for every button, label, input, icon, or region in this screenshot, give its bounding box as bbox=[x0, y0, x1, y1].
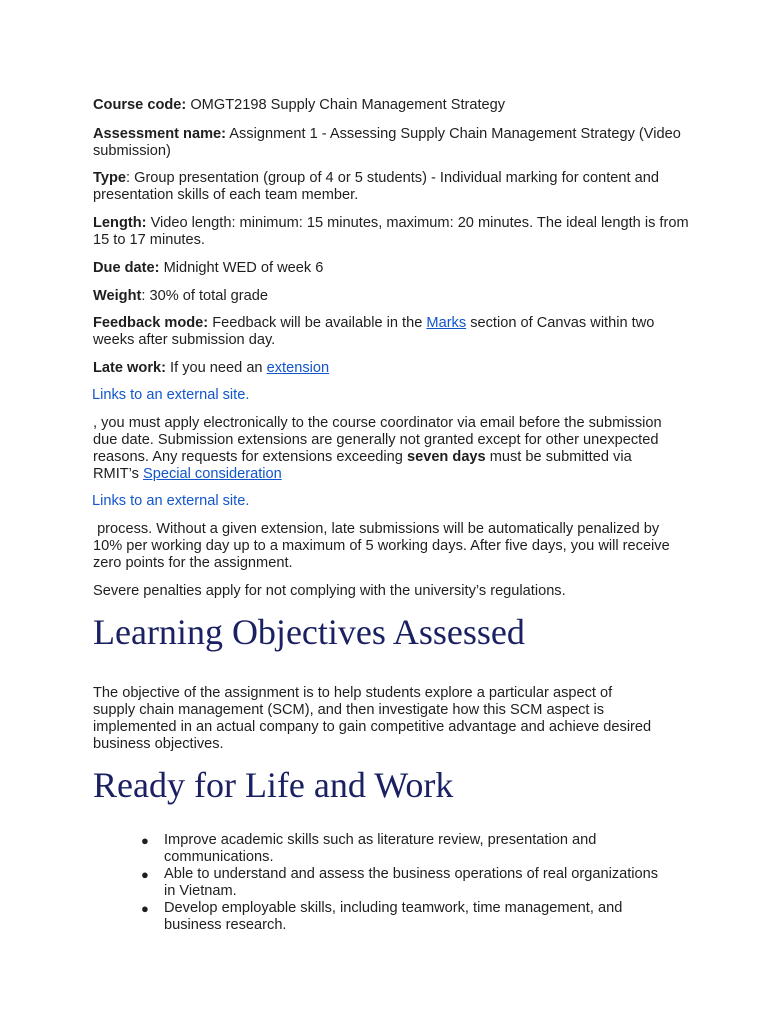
feedback-row bbox=[93, 315, 683, 349]
length-label: Length: bbox=[93, 215, 147, 231]
marks-link[interactable]: Marks bbox=[426, 315, 467, 331]
bullet-dot: ● bbox=[141, 901, 149, 916]
length-value: Video length: minimum: 15 minutes, maximum: 20 minutes. The ideal length is from 15 to 17 minutes. bbox=[93, 215, 689, 248]
type-label: Type bbox=[93, 170, 126, 186]
extension-link[interactable]: extension bbox=[266, 360, 330, 376]
feedback-label: Feedback mode: bbox=[93, 315, 209, 331]
objectives-paragraph: The objective of the assignment is to help students explore a particular aspect of supply chain management (SCM), and then investigate how this SCM aspect is implemented in an actual company to gain competitive advantage and achieve desired business objectives. bbox=[93, 685, 652, 752]
weight-row bbox=[93, 288, 693, 305]
due-date-row bbox=[93, 260, 693, 277]
skills-bullet-list bbox=[93, 832, 673, 934]
weight-value: : 30% of total grade bbox=[141, 288, 268, 304]
feedback-text-before: Feedback will be available in the bbox=[212, 315, 423, 331]
extension-paragraph bbox=[93, 415, 678, 483]
type-row bbox=[93, 170, 683, 204]
process-paragraph bbox=[93, 521, 683, 572]
extension-text-after: must be submitted via RMIT’s bbox=[93, 449, 632, 482]
special-consideration-link[interactable]: Special consideration bbox=[143, 466, 282, 482]
external-site-link-2[interactable]: Links to an external site. bbox=[92, 493, 250, 509]
late-work-text: If you need an bbox=[170, 360, 263, 376]
bullet-item bbox=[93, 900, 673, 934]
late-work-row bbox=[93, 360, 693, 377]
penalties-paragraph: Severe penalties apply for not complying with the university’s regulations. bbox=[93, 583, 566, 599]
process-text: process. Without a given extension, late submissions will be automatically penalized by 10% per working day up to a maximum of 5 working days. After five days, you will receive zero points for the assignment. bbox=[93, 521, 670, 571]
bullet-dot: ● bbox=[141, 867, 149, 882]
course-code-row bbox=[93, 97, 693, 114]
bullet-item bbox=[93, 832, 673, 866]
bullet-text: Improve academic skills such as literature review, presentation and communications. bbox=[164, 832, 597, 865]
external-site-link[interactable]: Links to an external site. bbox=[92, 387, 250, 403]
type-value: : Group presentation (group of 4 or 5 students) - Individual marking for content and presentation skills of each team member. bbox=[93, 170, 659, 203]
length-row bbox=[93, 215, 693, 249]
bullet-text: Develop employable skills, including teamwork, time management, and business research. bbox=[164, 900, 623, 933]
bullet-item bbox=[93, 866, 673, 900]
course-code-label: Course code: bbox=[93, 97, 187, 113]
learning-objectives-heading: Learning Objectives Assessed bbox=[93, 612, 525, 652]
due-date-label: Due date: bbox=[93, 260, 160, 276]
bullet-dot: ● bbox=[141, 833, 149, 848]
weight-label: Weight bbox=[93, 288, 142, 304]
feedback-text-after: section of Canvas within two weeks after submission day. bbox=[93, 315, 655, 348]
due-date-value: Midnight WED of week 6 bbox=[163, 260, 324, 276]
bullet-text: Able to understand and assess the business operations of real organizations in Vietnam. bbox=[164, 866, 659, 899]
assessment-name-value: Assignment 1 - Assessing Supply Chain Management Strategy (Video submission) bbox=[93, 126, 681, 159]
ready-for-life-heading: Ready for Life and Work bbox=[93, 765, 454, 805]
course-code-value: OMGT2198 Supply Chain Management Strategy bbox=[190, 97, 506, 113]
assessment-name-row bbox=[93, 126, 693, 160]
extension-text-before: , you must apply electronically to the course coordinator via email before the submission due date. Submission extensions are generally not granted except for other unexpected reasons. Any requests for extensions exceeding bbox=[93, 415, 662, 465]
late-work-label: Late work: bbox=[93, 360, 166, 376]
assessment-name-label: Assessment name: bbox=[93, 126, 227, 142]
seven-days-emphasis: seven days bbox=[406, 449, 486, 465]
